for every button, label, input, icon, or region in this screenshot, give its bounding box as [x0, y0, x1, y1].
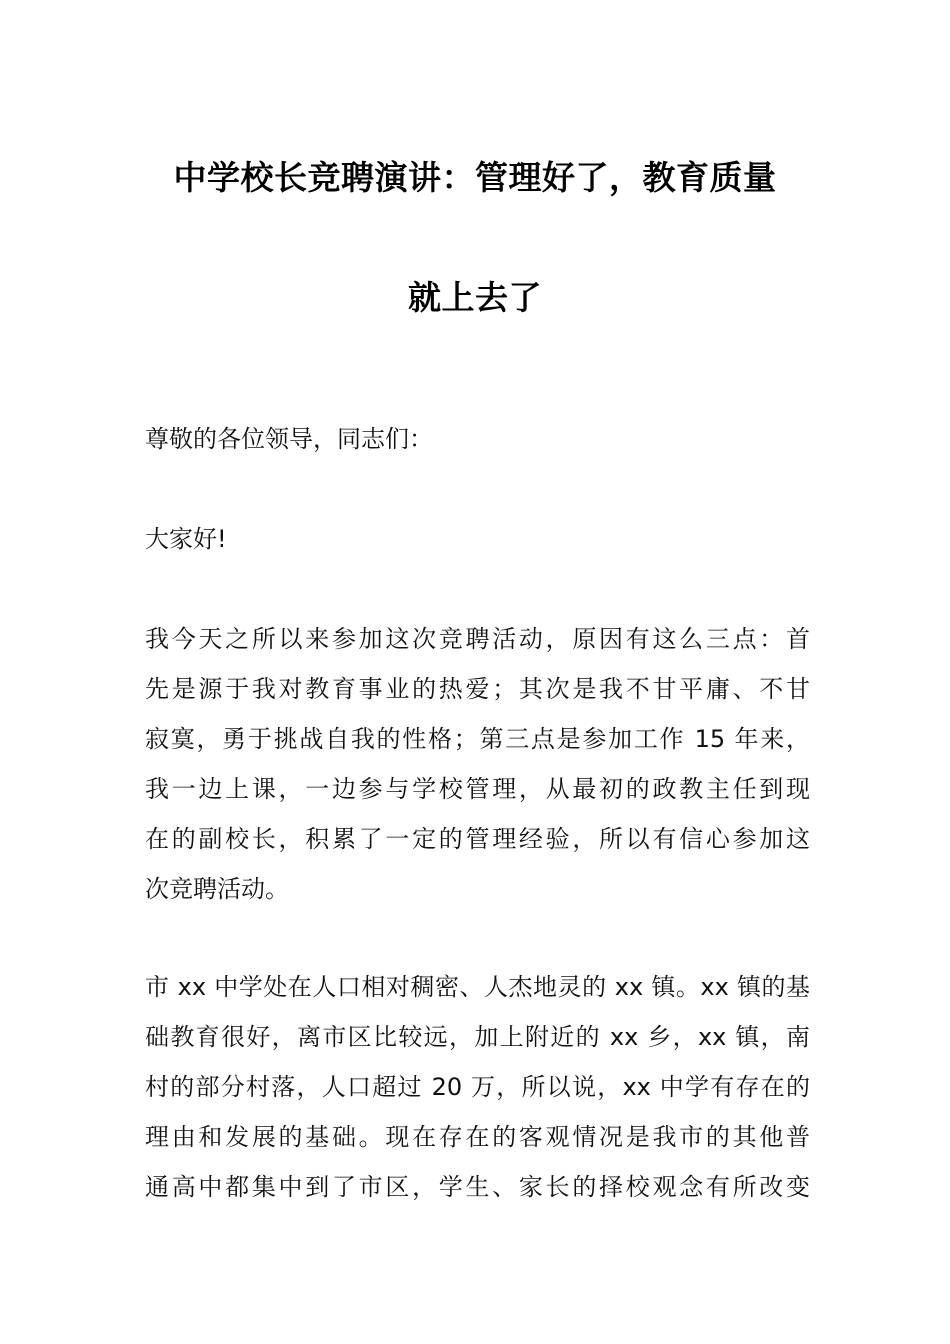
paragraph-line: 在的副校长，积累了一定的管理经验，所以有信心参加这 [145, 825, 810, 853]
paragraph-line: 我一边上课，一边参与学校管理，从最初的政教主任到现 [145, 775, 810, 803]
salutation-text: 尊敬的各位领导，同志们： [145, 425, 433, 453]
paragraph-line: 我今天之所以来参加这次竞聘活动，原因有这么三点：首 [145, 625, 810, 653]
paragraph-line: 先是源于我对教育事业的热爱；其次是我不甘平庸、不甘 [145, 675, 810, 703]
paragraph-line: 市 xx 中学处在人口相对稠密、人杰地灵的 xx 镇。xx 镇的基 [145, 973, 810, 1001]
greeting [145, 514, 810, 564]
paragraph-line: 村的部分村落，人口超过 20 万，所以说，xx 中学有存在的 [145, 1073, 810, 1101]
paragraph-line: 次竞聘活动。 [145, 875, 289, 903]
paragraph-line: 寂寞，勇于挑战自我的性格；第三点是参加工作 15 年来， [145, 725, 810, 753]
document-title-line-1: 中学校长竞聘演讲：管理好了，教育质量 [173, 158, 777, 197]
paragraph-1 [145, 614, 810, 914]
paragraph-line: 理由和发展的基础。现在存在的客观情况是我市的其他普 [145, 1123, 810, 1151]
paragraph-2 [145, 962, 810, 1212]
salutation [145, 414, 810, 464]
paragraph-line: 础教育很好，离市区比较远，加上附近的 xx 乡，xx 镇，南 [145, 1023, 810, 1051]
paragraph-line: 通高中都集中到了市区，学生、家长的择校观念有所改变 [145, 1173, 810, 1201]
document-title-line-2: 就上去了 [408, 278, 542, 317]
greeting-text: 大家好! [145, 525, 227, 553]
